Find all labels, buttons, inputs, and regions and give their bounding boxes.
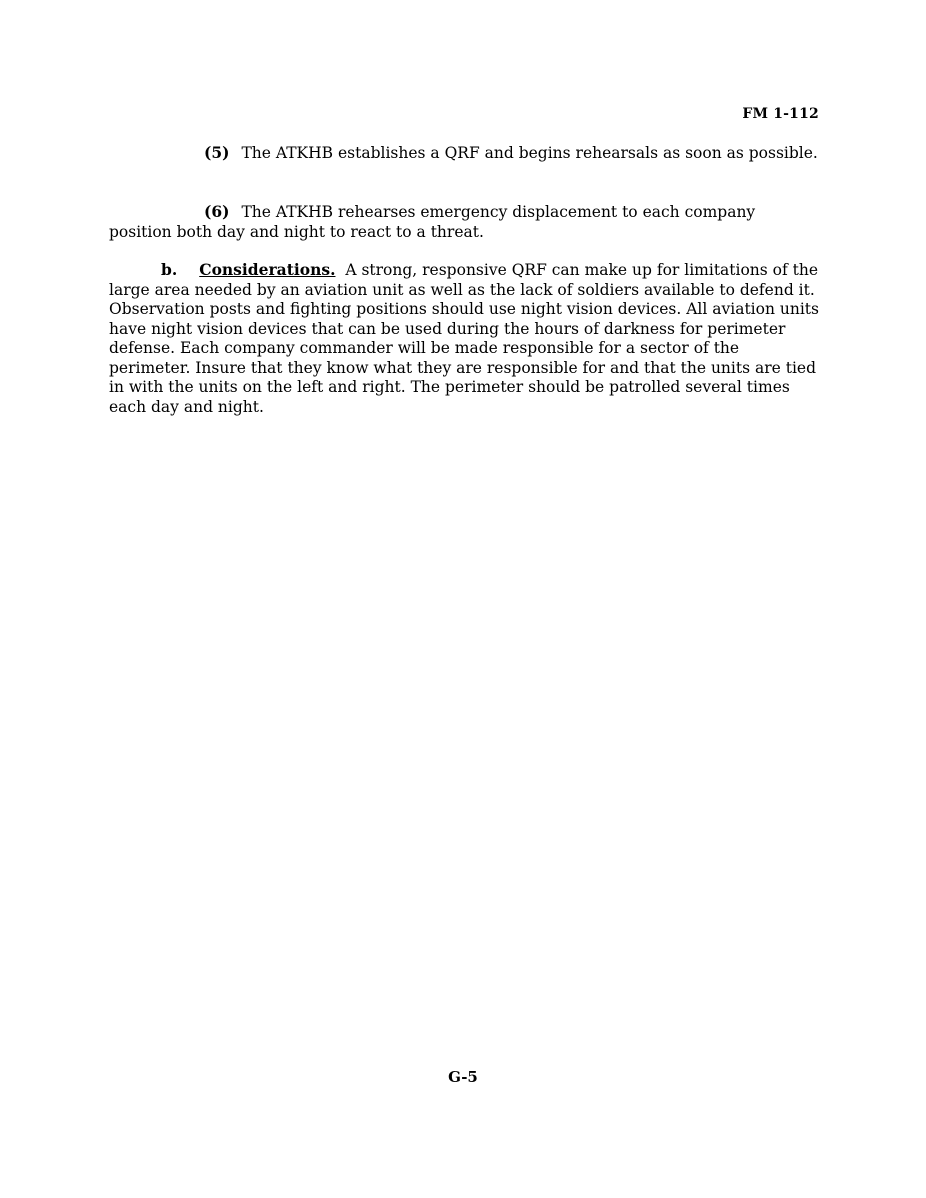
- page-number: G-5: [448, 1068, 478, 1086]
- paragraph-b: [109, 260, 819, 417]
- paragraph-text: The ATKHB establishes a QRF and begins rehearsals as soon as possible.: [241, 144, 818, 162]
- paragraph-text: A strong, responsive QRF can make up for limitations of the large area needed by an aviation unit as well as the lack of soldiers available to defend it. Observation posts and fighting positions should use night vision devices. All aviation units have night vision devices that can be used during the hours of darkness for perimeter defense. Each company commander will be made responsible for a sector of the perimeter. Insure that they know what they are responsible for and that the units are tied in with the units on the left and right. The perimeter should be patrolled several times each day and night.: [109, 261, 819, 416]
- paragraph-5: [109, 143, 819, 164]
- paragraph-number: (5): [204, 143, 230, 162]
- paragraph-text: The ATKHB rehearses emergency displacement to each company position both day and night to react to a threat.: [109, 203, 756, 241]
- paragraph-heading: Considerations.: [199, 260, 336, 279]
- paragraph-letter: b.: [161, 260, 178, 279]
- document-id-header: FM 1-112: [742, 106, 819, 122]
- paragraph-number: (6): [204, 202, 230, 221]
- paragraph-6: [109, 202, 819, 242]
